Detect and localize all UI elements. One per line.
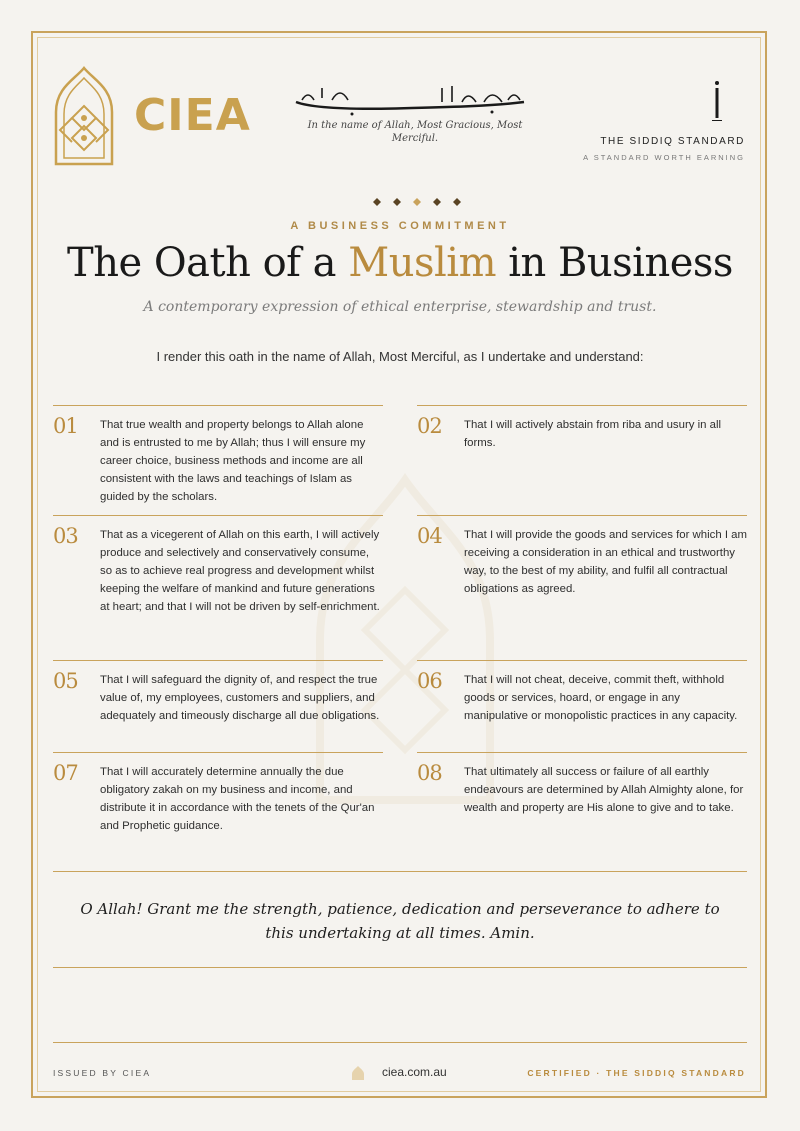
commitment-text: That I will accurately determine annually the due obligatory zakah on my business and income, and distribute it in accordance with the tenets of the Qur'an and Prophetic guidance. xyxy=(100,766,375,832)
diamond-divider-icon xyxy=(372,196,462,208)
footer-issued-by: ISSUED BY CIEA xyxy=(53,1068,152,1078)
commitment-item xyxy=(53,515,383,613)
commitment-item xyxy=(417,660,747,722)
commitment-number: 05 xyxy=(53,669,78,693)
commitment-number: 07 xyxy=(53,761,78,785)
commitment-text: That I will provide the goods and services for which I am receiving a consideration in an ethical and trustworthy way, to the best of my ability, and fulfil all contractual obligations as agreed. xyxy=(464,529,747,595)
commitment-item xyxy=(53,405,383,503)
title-accent: Muslim xyxy=(348,240,496,286)
commitment-text: That as a vicegerent of Allah on this earth, I will actively produce and selectively and conservatively consume, so as to achieve real progress and development whilst keeping the welfare of mankind and future generations at heart; and that I will not be driven by self-enrichment. xyxy=(100,529,380,613)
prayer-top-divider xyxy=(53,871,747,872)
commitment-number: 01 xyxy=(53,414,78,438)
bismillah-calligraphy-icon xyxy=(292,80,528,120)
commitment-text: That ultimately all success or failure of all earthly endeavours are determined by Allah Almighty alone, for wealth and property are His alone to give and to take. xyxy=(464,766,744,814)
siddiq-standard-title: THE SIDDIQ STANDARD xyxy=(600,136,745,147)
footer-website-link[interactable]: ciea.com.au xyxy=(382,1065,447,1079)
title-post: in Business xyxy=(496,240,733,286)
ciea-mini-emblem-icon xyxy=(351,1065,365,1081)
commitment-item xyxy=(417,405,747,449)
commitment-text: That true wealth and property belongs to Allah alone and is entrusted to me by Allah; thus I will ensure my career choice, business methods and income are all consistent with the laws and teachings of Islam as guided by the scholars. xyxy=(100,419,366,503)
section-eyebrow: A BUSINESS COMMITMENT xyxy=(290,220,510,232)
prayer-bottom-divider xyxy=(53,967,747,968)
commitment-text: That I will safeguard the dignity of, and respect the true value of, my employees, customers and suppliers, and adequately and timeously discharge all due obligations. xyxy=(100,674,380,722)
title-pre: The Oath of a xyxy=(67,240,349,286)
commitment-item xyxy=(417,752,747,814)
intro-text: I render this oath in the name of Allah, Most Merciful, as I undertake and understand: xyxy=(156,349,644,364)
commitment-number: 06 xyxy=(417,669,442,693)
commitment-number: 02 xyxy=(417,414,442,438)
commitment-number: 04 xyxy=(417,524,442,548)
commitment-item xyxy=(53,752,383,832)
footer-certified: CERTIFIED · THE SIDDIQ STANDARD xyxy=(527,1068,746,1078)
page-subtitle: A contemporary expression of ethical enterprise, stewardship and trust. xyxy=(143,299,657,315)
siddiq-standard-tagline: A STANDARD WORTH EARNING xyxy=(583,153,745,162)
ciea-logo-text: CIEA xyxy=(134,90,251,141)
commitment-text: That I will actively abstain from riba and usury in all forms. xyxy=(464,419,722,449)
commitment-number: 03 xyxy=(53,524,78,548)
commitment-number: 08 xyxy=(417,761,442,785)
commitment-item xyxy=(53,660,383,722)
siddiq-emblem-icon xyxy=(710,80,724,124)
ciea-emblem-icon xyxy=(50,66,118,170)
footer-divider xyxy=(53,1042,747,1043)
commitment-item xyxy=(417,515,747,595)
page-title xyxy=(0,240,800,286)
commitment-text: That I will not cheat, deceive, commit theft, withhold goods or services, hoard, or engage in any manipulative or monopolistic practices in any capacity. xyxy=(464,674,738,722)
closing-prayer: O Allah! Grant me the strength, patience, dedication and perseverance to adhere to this undertaking at all times. Amin. xyxy=(80,900,720,942)
bismillah-translation: In the name of Allah, Most Gracious, Most Merciful. xyxy=(307,120,523,144)
